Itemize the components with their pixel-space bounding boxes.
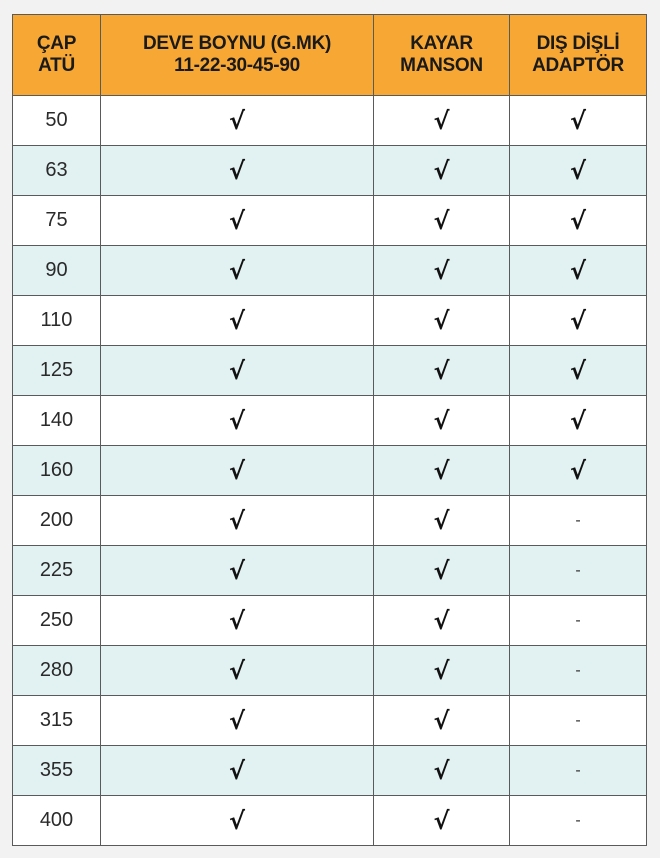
not-available-dash: - — [575, 661, 581, 679]
size-cell: 125 — [13, 346, 101, 396]
not-available-dash: - — [575, 761, 581, 779]
table-row — [13, 296, 647, 346]
dis-disli-adaptor-cell — [510, 96, 647, 146]
check-mark-icon: √ — [569, 406, 586, 435]
header-dis-disli-adaptor — [510, 15, 647, 96]
header-dis-disli-adaptor-line-2: ADAPTÖR — [532, 55, 624, 76]
check-mark-icon: √ — [228, 756, 245, 785]
deve-boynu-cell — [101, 696, 374, 746]
check-mark-icon: √ — [433, 256, 450, 285]
kayar-manson-cell — [374, 796, 510, 846]
check-mark-icon: √ — [433, 706, 450, 735]
check-mark-icon: √ — [433, 306, 450, 335]
check-mark-icon: √ — [433, 606, 450, 635]
check-mark-icon: √ — [228, 156, 245, 185]
check-mark-icon: √ — [433, 106, 450, 135]
check-mark-icon: √ — [228, 306, 245, 335]
table-row — [13, 746, 647, 796]
header-deve-boynu-line-1: DEVE BOYNU (G.MK) — [142, 33, 332, 54]
table-row — [13, 446, 647, 496]
table-row — [13, 596, 647, 646]
size-cell: 63 — [13, 146, 101, 196]
header-kayar-manson — [374, 15, 510, 96]
check-mark-icon: √ — [228, 806, 245, 835]
kayar-manson-cell — [374, 746, 510, 796]
check-mark-icon: √ — [228, 656, 245, 685]
kayar-manson-cell — [374, 246, 510, 296]
kayar-manson-cell — [374, 396, 510, 446]
kayar-manson-cell — [374, 546, 510, 596]
header-cap-atu-line-1: ÇAP — [36, 33, 77, 54]
size-cell: 110 — [13, 296, 101, 346]
deve-boynu-cell — [101, 796, 374, 846]
header-deve-boynu-line-2: 11-22-30-45-90 — [174, 55, 300, 76]
check-mark-icon: √ — [433, 756, 450, 785]
check-mark-icon: √ — [228, 206, 245, 235]
kayar-manson-cell — [374, 446, 510, 496]
header-row — [13, 15, 647, 96]
table-row — [13, 346, 647, 396]
deve-boynu-cell — [101, 346, 374, 396]
header-deve-boynu — [101, 15, 374, 96]
check-mark-icon: √ — [569, 306, 586, 335]
check-mark-icon: √ — [569, 256, 586, 285]
table-row — [13, 546, 647, 596]
dis-disli-adaptor-cell — [510, 296, 647, 346]
dis-disli-adaptor-cell — [510, 646, 647, 696]
check-mark-icon: √ — [433, 156, 450, 185]
size-cell: 355 — [13, 746, 101, 796]
deve-boynu-cell — [101, 296, 374, 346]
table-row — [13, 696, 647, 746]
table-body — [13, 96, 647, 846]
check-mark-icon: √ — [433, 806, 450, 835]
check-mark-icon: √ — [228, 456, 245, 485]
deve-boynu-cell — [101, 646, 374, 696]
table-header — [13, 15, 647, 96]
check-mark-icon: √ — [228, 606, 245, 635]
not-available-dash: - — [575, 711, 581, 729]
dis-disli-adaptor-cell — [510, 796, 647, 846]
kayar-manson-cell — [374, 696, 510, 746]
table-row — [13, 246, 647, 296]
check-mark-icon: √ — [569, 356, 586, 385]
dis-disli-adaptor-cell — [510, 396, 647, 446]
check-mark-icon: √ — [228, 556, 245, 585]
check-mark-icon: √ — [433, 656, 450, 685]
check-mark-icon: √ — [228, 256, 245, 285]
deve-boynu-cell — [101, 96, 374, 146]
size-cell: 250 — [13, 596, 101, 646]
size-cell: 160 — [13, 446, 101, 496]
deve-boynu-cell — [101, 446, 374, 496]
dis-disli-adaptor-cell — [510, 546, 647, 596]
kayar-manson-cell — [374, 496, 510, 546]
table-row — [13, 96, 647, 146]
deve-boynu-cell — [101, 496, 374, 546]
header-dis-disli-adaptor-line-1: DIŞ DİŞLİ — [536, 33, 620, 54]
check-mark-icon: √ — [433, 456, 450, 485]
size-cell: 400 — [13, 796, 101, 846]
deve-boynu-cell — [101, 146, 374, 196]
check-mark-icon: √ — [228, 106, 245, 135]
size-cell: 200 — [13, 496, 101, 546]
size-cell: 280 — [13, 646, 101, 696]
size-cell: 140 — [13, 396, 101, 446]
dis-disli-adaptor-cell — [510, 596, 647, 646]
check-mark-icon: √ — [433, 206, 450, 235]
header-kayar-manson-line-1: KAYAR — [410, 33, 473, 54]
check-mark-icon: √ — [433, 556, 450, 585]
kayar-manson-cell — [374, 346, 510, 396]
not-available-dash: - — [575, 611, 581, 629]
check-mark-icon: √ — [228, 506, 245, 535]
size-cell: 315 — [13, 696, 101, 746]
fittings-compatibility-table-container — [12, 14, 646, 846]
dis-disli-adaptor-cell — [510, 196, 647, 246]
check-mark-icon: √ — [569, 456, 586, 485]
check-mark-icon: √ — [228, 356, 245, 385]
dis-disli-adaptor-cell — [510, 146, 647, 196]
size-cell: 225 — [13, 546, 101, 596]
check-mark-icon: √ — [433, 406, 450, 435]
size-cell: 75 — [13, 196, 101, 246]
header-cap-atu-line-2: ATÜ — [38, 55, 75, 76]
size-cell: 90 — [13, 246, 101, 296]
check-mark-icon: √ — [228, 706, 245, 735]
dis-disli-adaptor-cell — [510, 746, 647, 796]
deve-boynu-cell — [101, 546, 374, 596]
check-mark-icon: √ — [569, 206, 586, 235]
dis-disli-adaptor-cell — [510, 346, 647, 396]
deve-boynu-cell — [101, 196, 374, 246]
table-row — [13, 196, 647, 246]
kayar-manson-cell — [374, 596, 510, 646]
check-mark-icon: √ — [433, 356, 450, 385]
kayar-manson-cell — [374, 296, 510, 346]
check-mark-icon: √ — [569, 156, 586, 185]
dis-disli-adaptor-cell — [510, 246, 647, 296]
deve-boynu-cell — [101, 746, 374, 796]
check-mark-icon: √ — [569, 106, 586, 135]
fittings-compatibility-table — [12, 14, 647, 846]
table-row — [13, 496, 647, 546]
dis-disli-adaptor-cell — [510, 446, 647, 496]
header-cap-atu — [13, 15, 101, 96]
deve-boynu-cell — [101, 596, 374, 646]
check-mark-icon: √ — [228, 406, 245, 435]
check-mark-icon: √ — [433, 506, 450, 535]
not-available-dash: - — [575, 811, 581, 829]
dis-disli-adaptor-cell — [510, 496, 647, 546]
kayar-manson-cell — [374, 96, 510, 146]
table-row — [13, 646, 647, 696]
not-available-dash: - — [575, 561, 581, 579]
dis-disli-adaptor-cell — [510, 696, 647, 746]
size-cell: 50 — [13, 96, 101, 146]
not-available-dash: - — [575, 511, 581, 529]
kayar-manson-cell — [374, 196, 510, 246]
kayar-manson-cell — [374, 146, 510, 196]
header-kayar-manson-line-2: MANSON — [400, 55, 483, 76]
kayar-manson-cell — [374, 646, 510, 696]
table-row — [13, 796, 647, 846]
deve-boynu-cell — [101, 396, 374, 446]
table-row — [13, 146, 647, 196]
table-row — [13, 396, 647, 446]
deve-boynu-cell — [101, 246, 374, 296]
